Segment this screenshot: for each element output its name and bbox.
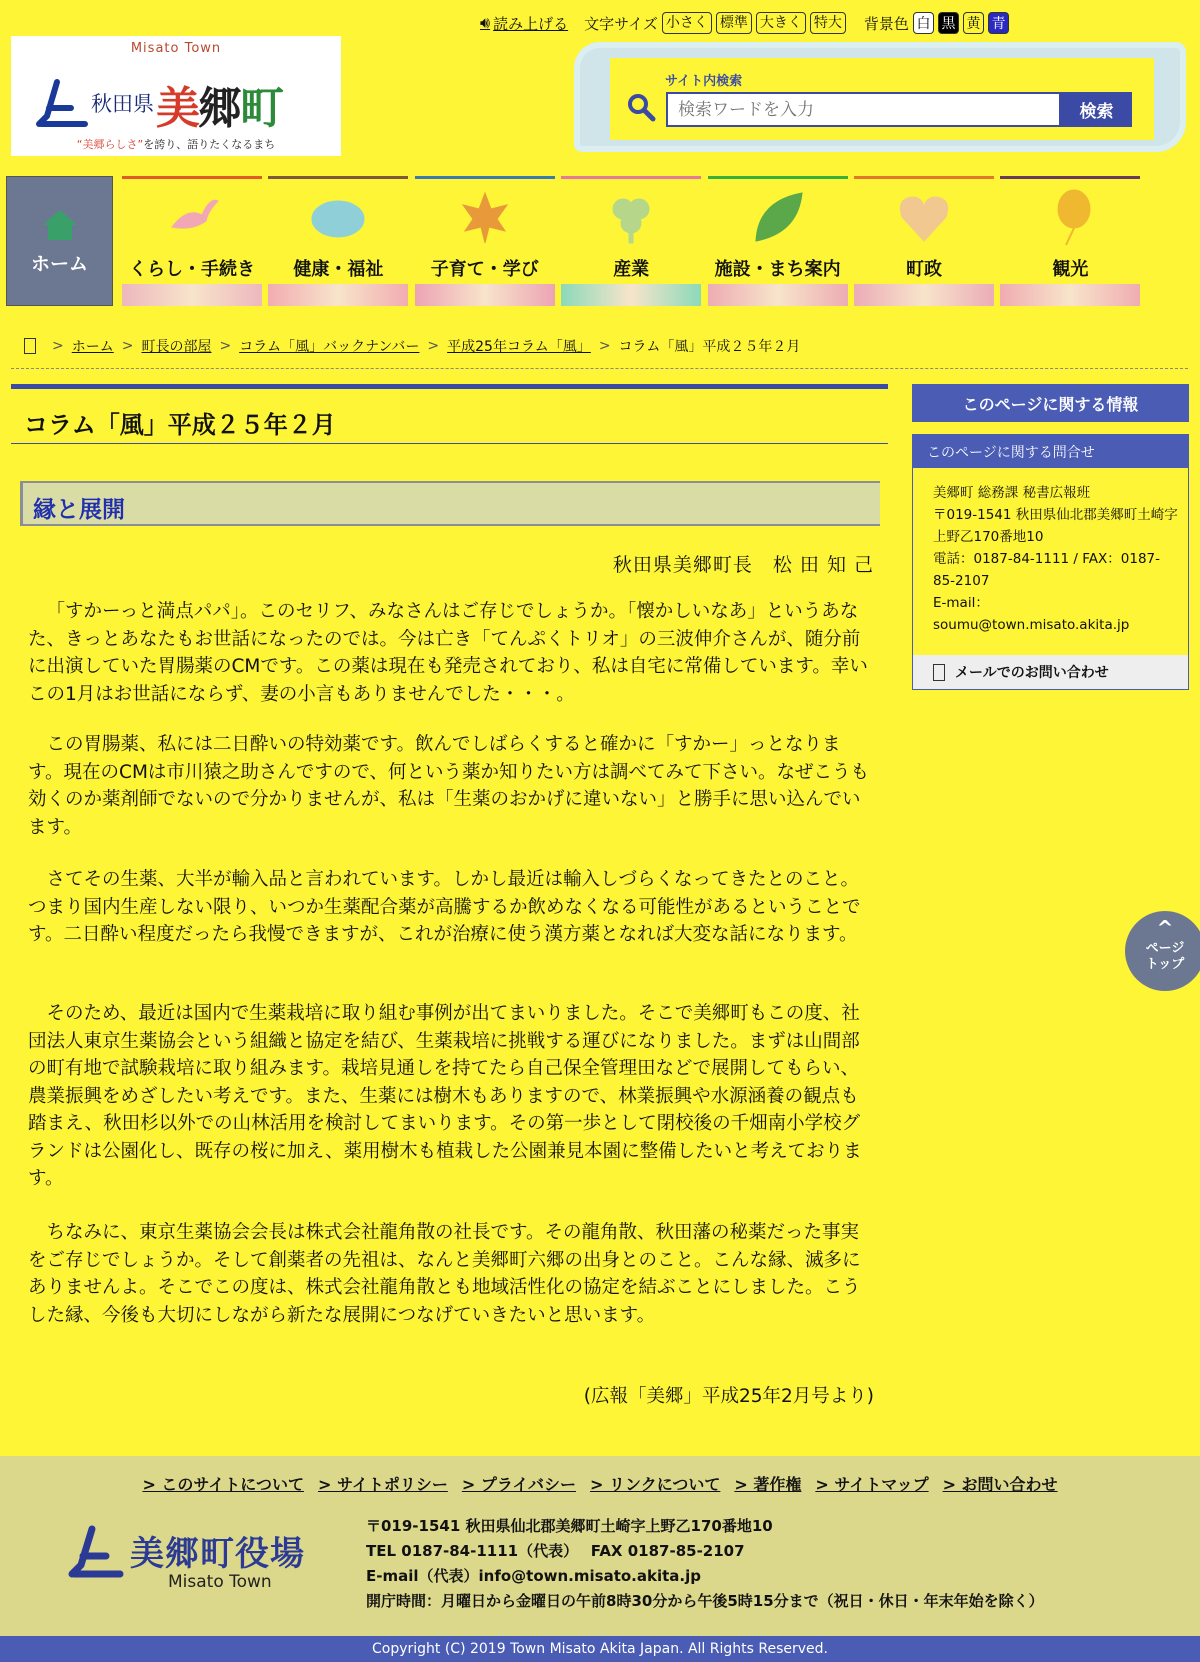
utility-bar — [480, 12, 1011, 34]
global-nav — [6, 176, 1194, 306]
nav-item-wash — [1000, 284, 1140, 306]
author-line: 秋田県美郷町長 松 田 知 己 — [612, 554, 874, 576]
breadcrumb-link-mayor-room[interactable]: 町長の部屋 — [141, 339, 212, 355]
font-size-large-button[interactable]: 大きく — [756, 12, 806, 34]
page-top-label-2: トップ — [1145, 957, 1185, 972]
page-top-label-1: ページ — [1145, 941, 1185, 956]
nav-item-5[interactable] — [708, 176, 848, 306]
clover-icon — [601, 187, 661, 247]
page-top-button[interactable] — [1125, 911, 1200, 991]
article-paragraph: さてその生薬、大半が輸入品と言われています。しかし最近は輸入しづらくなってきたとのこと。つまり国内生産しない限り、いつか生薬配合薬が高騰するか飲めなくなる可能性があるということです。二日酔い程度だったら我慢できますが、これが治療に使う漢方薬となれば大変な話になります。 — [28, 869, 861, 945]
footer-hours: 開庁時間：月曜日から金曜日の午前8時30分から午後5時15分まで（祝日・休日・年末年始を除く） — [366, 1592, 1044, 1610]
nav-item-label: 産業 — [613, 259, 650, 280]
footer-info — [366, 1514, 1044, 1614]
footer-link-policy[interactable]: > サイトポリシー — [317, 1475, 448, 1494]
logo-pref-text: 秋田県 — [91, 92, 154, 116]
breadcrumb: > ホーム > 町長の部屋 > コラム「風」バックナンバー > 平成25年コラム「風」 > コラム「風」平成２５年２月 — [24, 336, 800, 356]
section-heading-box — [20, 481, 880, 526]
bg-color-label: 背景色 — [863, 14, 909, 33]
contact-heading: このページに関する問合せ — [913, 435, 1188, 468]
read-aloud-label: 読み上げる — [493, 14, 569, 33]
footer-link-links[interactable]: > リンクについて — [590, 1475, 721, 1494]
nav-item-wash — [415, 284, 555, 306]
site-logo[interactable] — [11, 36, 341, 156]
footer-logo-name: 美郷町役場 — [130, 1534, 305, 1574]
balloon-icon — [1040, 187, 1100, 247]
nav-home-label: ホーム — [30, 252, 88, 275]
nav-item-2[interactable] — [268, 176, 408, 306]
nav-item-7[interactable] — [1000, 176, 1140, 306]
nav-item-1[interactable] — [122, 176, 262, 306]
page-title-box — [11, 384, 888, 444]
logo-town-text: 美郷町 — [156, 83, 282, 134]
search-icon — [626, 92, 656, 122]
nav-item-label: 健康・福祉 — [293, 259, 384, 280]
nav-item-label: 施設・まち案内 — [714, 259, 841, 280]
breadcrumb-link-column-archive[interactable]: コラム「風」バックナンバー — [239, 339, 420, 355]
read-aloud-button[interactable] — [480, 13, 568, 34]
footer-town-mark-icon — [64, 1524, 124, 1580]
contact-box — [912, 434, 1189, 690]
bg-yellow-button[interactable]: 黄 — [963, 12, 984, 34]
logo-en-text: Misato Town — [130, 41, 222, 56]
breadcrumb-divider — [11, 368, 1188, 369]
page-title: コラム「風」平成２５年２月 — [24, 411, 336, 439]
bg-white-button[interactable]: 白 — [913, 12, 934, 34]
logo-tagline: “美郷らしさ”を誇り、語りたくなるまち — [76, 138, 276, 151]
font-size-small-button[interactable]: 小さく — [662, 12, 712, 34]
article-paragraph: 「すかーっと満点パパ」。このセリフ、みなさんはご存じでしょうか。「懐かしいなあ」というあなた、きっとあなたもお世話になったのでは。今は亡き「てんぷくトリオ」の三波伸介さんが、随分前に出演していた胃腸薬のCMです。この薬は現在も発売されており、私は自宅に常備しています。幸いこの1月はお世話にならず、妻の小言もありませんでした・・・。 — [28, 601, 868, 705]
nav-item-wash — [268, 284, 408, 306]
nav-home[interactable] — [6, 176, 113, 306]
nav-item-wash — [708, 284, 848, 306]
article-paragraph: そのため、最近は国内で生薬栽培に取り組む事例が出てまいりました。そこで美郷町もこの度、社団法人東京生薬協会という組織と協定を結び、生薬栽培に挑戦する運びになりました。まずは山間部の町有地で試験栽培に取り組みます。栽培見通しを持てたら自己保全管理田などで展開してもらい、農業振興をめざしたい考えです。また、生薬には樹木もありますので、林業振興や水源涵養の観点も踏まえ、秋田杉以外での山林活用を検討してまいります。その第一歩として閉校後の千畑南小学校グランドは公園化し、既存の桜に加え、薬用樹木も植栽した公園兼見本園に整備したいと考えております。 — [28, 1003, 862, 1189]
footer-link-contact[interactable]: > お問い合わせ — [942, 1475, 1058, 1494]
footer-phone: TEL 0187-84-1111（代表） FAX 0187-85-2107 — [366, 1542, 745, 1560]
font-size-label: 文字サイズ — [584, 14, 658, 33]
section-heading: 縁と展開 — [33, 497, 125, 523]
town-mark-icon — [31, 78, 89, 130]
article-paragraph: ちなみに、東京生薬協会会長は株式会社龍角散の社長です。その龍角散、秋田藩の秘薬だった事実をご存じでしょうか。そして創薬者の先祖は、なんと美郷町六郷の出身とのこと。こんな縁、滅多にありませんよ。そこでこの度は、株式会社龍角散とも地域活性化の協定を結ぶことにしました。こうした縁、今後も大切にしながら新たな展開につなげていきたいと思います。 — [28, 1222, 861, 1326]
speaker-icon: 🔊︎ — [480, 13, 491, 32]
search-button[interactable]: 検索 — [1061, 92, 1132, 127]
nav-item-6[interactable] — [854, 176, 994, 306]
search-label: サイト内検索 — [665, 74, 743, 89]
footer-links — [0, 1472, 1200, 1495]
nav-item-label: 町政 — [906, 259, 942, 280]
cloud-icon — [308, 187, 368, 247]
bg-blue-button[interactable]: 青 — [988, 12, 1009, 34]
home-icon — [40, 207, 80, 243]
search-input[interactable] — [666, 92, 1061, 127]
contact-address: 〒019-1541 秋田県仙北郡美郷町土崎字上野乙170番地10 — [933, 507, 1178, 545]
heart-icon — [894, 187, 954, 247]
footer-link-privacy[interactable]: > プライバシー — [461, 1475, 577, 1494]
nav-item-wash — [561, 284, 701, 306]
leaf-icon — [748, 187, 808, 247]
font-size-xlarge-button[interactable]: 特大 — [810, 12, 846, 34]
contact-email-label: E-mail： — [933, 595, 989, 611]
footer-logo-en: Misato Town — [168, 1572, 272, 1592]
page-info-heading: このページに関する情報 — [912, 384, 1189, 422]
copyright: Copyright (C) 2019 Town Misato Akita Japan. All Rights Reserved. — [0, 1636, 1200, 1662]
bg-black-button[interactable]: 黒 — [938, 12, 959, 34]
contact-department: 美郷町 総務課 秘書広報班 — [933, 485, 1091, 501]
footer — [0, 1456, 1200, 1636]
nav-item-3[interactable] — [415, 176, 555, 306]
nav-item-label: 観光 — [1052, 259, 1089, 280]
contact-email[interactable]: soumu@town.misato.akita.jp — [933, 617, 1130, 633]
mail-icon — [933, 664, 945, 681]
nav-item-label: 子育て・学び — [430, 259, 539, 280]
chevron-up-icon: ^ — [1156, 916, 1174, 940]
bird-icon — [162, 187, 222, 247]
footer-address: 〒019-1541 秋田県仙北郡美郷町土崎字上野乙170番地10 — [366, 1517, 773, 1535]
mail-inquiry-label: メールでのお問い合わせ — [955, 665, 1109, 681]
footer-link-copyright[interactable]: > 著作権 — [734, 1475, 802, 1494]
contact-info — [913, 468, 1188, 636]
mail-inquiry-button[interactable] — [913, 655, 1188, 689]
breadcrumb-current: コラム「風」平成２５年２月 — [618, 339, 801, 355]
footer-link-sitemap[interactable]: > サイトマップ — [815, 1475, 929, 1494]
nav-item-label: くらし・手続き — [129, 259, 255, 280]
footer-link-about[interactable]: > このサイトについて — [142, 1475, 304, 1494]
nav-item-4[interactable] — [561, 176, 701, 306]
font-size-standard-button[interactable]: 標準 — [716, 12, 752, 34]
article-paragraph: この胃腸薬、私には二日酔いの特効薬です。飲んでしばらくすると確かに「すかー」っとなります。現在のCMは市川猿之助さんですので、何という薬か知りたい方は調べてみて下さい。なぜこうも効くのか薬剤師でないので分かりませんが、私は「生薬のおかげに違いない」と勝手に思い込んでいます。 — [28, 734, 870, 838]
footer-email: E-mail（代表）info@town.misato.akita.jp — [366, 1567, 701, 1585]
breadcrumb-home-icon — [24, 338, 36, 354]
maple-leaf-icon — [455, 187, 515, 247]
nav-item-wash — [122, 284, 262, 306]
breadcrumb-link-home[interactable]: ホーム — [71, 339, 114, 355]
article-source: (広報「美郷」平成25年2月号より) — [583, 1386, 874, 1407]
contact-phone-fax: 電話：0187-84-1111 / FAX：0187-85-2107 — [933, 551, 1161, 589]
nav-item-wash — [854, 284, 994, 306]
breadcrumb-link-h25-column[interactable]: 平成25年コラム「風」 — [447, 339, 591, 355]
